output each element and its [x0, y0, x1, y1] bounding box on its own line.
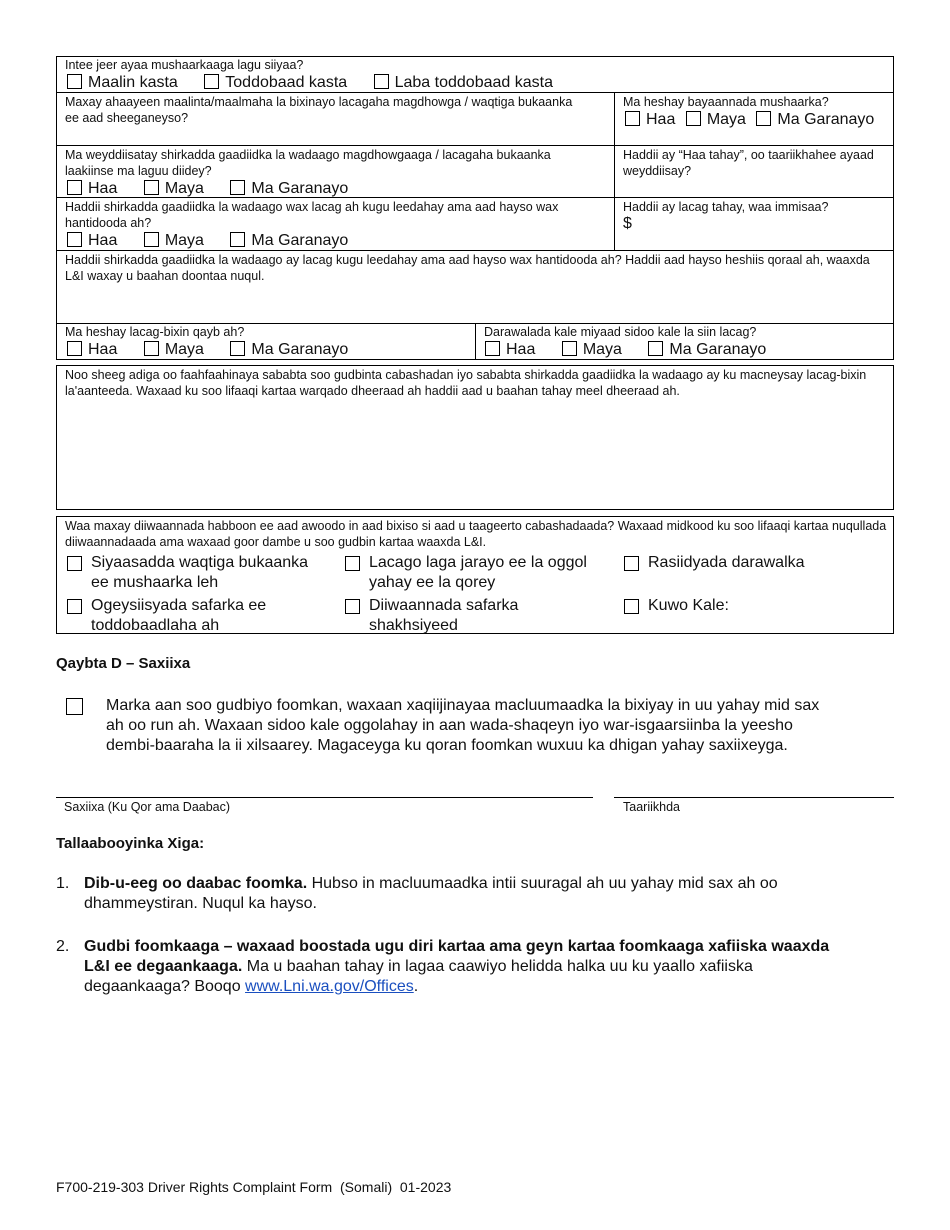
checkbox[interactable] [624, 556, 639, 571]
checkbox[interactable] [230, 180, 245, 195]
checkbox[interactable] [345, 599, 360, 614]
date-label: Taariikhda [623, 800, 680, 814]
option-no[interactable]: Maya [144, 232, 204, 249]
explain-owes-box[interactable] [56, 250, 894, 324]
checkbox[interactable] [230, 232, 245, 247]
company-owes-label: Haddii shirkadda gaadiidka la wadaago wax lacag ah kugu leedahay ama aad hayso wax hantidooda ah? [65, 200, 559, 230]
when-asked-box [614, 145, 894, 198]
how-much-box [614, 197, 894, 251]
checkbox[interactable] [345, 556, 360, 571]
step-1-number: 1. [56, 875, 70, 892]
step-2-text: Gudbi foomkaaga – waxaad boostada ugu diri kartaa ama geyn kartaa foomkaaga xafiiska waaxda L&I ee degaankaaga. Ma u baahan tahay in lagaa caawiyo helidda halka uu ku yaallo xafiiska degaankaaga? Booqo www.Lni.wa.gov/Offices. [84, 938, 830, 995]
when-asked-label: Haddii ay “Haa tahay”, oo taariikhahee ayaad weyddiisay? [623, 148, 874, 178]
documents-box [56, 516, 894, 634]
option-yes[interactable]: Haa [485, 341, 535, 358]
option-daily[interactable]: Maalin kasta [67, 74, 178, 91]
dollar-sign: $ [623, 215, 632, 232]
step-1-text: Dib-u-eeg oo daabac foomka. Hubso in macluumaadka intii suuragal ah uu yahay mid sax ah oo dhammeystiran. Nuqul ka hayso. [84, 875, 778, 912]
doc-sick-leave-policy[interactable]: Siyaasadda waqtiga bukaanka ee mushaarka leh [67, 553, 308, 593]
doc-other[interactable]: Kuwo Kale: [624, 596, 729, 616]
pay-stubs-label: Ma heshay bayaannada mushaarka? [623, 95, 829, 109]
describe-facts-label: Noo sheeg adiga oo faahfaahinaya sababta soo gudbinta cabashadan iyo sababta shirkadda gaadiidka la wadaago ay ku macneysay lacag-bixin la'aanteeda. Waxaad ku soo lifaaqi kartaa warqado dheeraad ah haddii aad u baahan tahay meel dheeraad ah. [65, 368, 867, 398]
pay-days-label: Maxay ahaayeen maalinta/maalmaha la bixinayo lacagaha magdhowga / waqtiga bukaanka ee aad sheeganeyso? [65, 95, 573, 125]
checkbox[interactable] [67, 341, 82, 356]
doc-weekly-trip-notices[interactable]: Ogeysiisyada safarka ee toddobaadlaha ah [67, 596, 266, 636]
pay-stubs-options [625, 110, 874, 130]
drivers-given-box [475, 323, 894, 360]
documents-label: Waa maxay diiwaannada habboon ee aad awoodo in aad bixiso si aad u taageerto cabashadaada? Waxaad midkood ku soo lifaaqi kartaa nuqullada diiwaannadaada ama waxaad goor dambe u soo gudbin kartaa waaxda L&I. [65, 519, 887, 549]
checkbox[interactable] [144, 232, 159, 247]
pay-frequency-label: Intee jeer ayaa mushaarkaaga lagu siiyaa? [65, 58, 304, 72]
checkbox[interactable] [67, 180, 82, 195]
option-yes[interactable]: Haa [67, 341, 117, 358]
checkbox[interactable] [67, 74, 82, 89]
pay-stubs-box [614, 92, 894, 146]
signature-line[interactable] [56, 797, 593, 798]
date-line[interactable] [614, 797, 894, 798]
checkbox[interactable] [624, 599, 639, 614]
checkbox[interactable] [374, 74, 389, 89]
option-yes[interactable]: Haa [67, 232, 117, 249]
doc-personal-trip-records[interactable]: Diiwaannada safarka shakhsiyeed [345, 596, 518, 636]
form-footer: F700-219-303 Driver Rights Complaint Form (Somali) 01-2023 [56, 1179, 452, 1195]
option-yes[interactable]: Haa [625, 111, 675, 128]
checkbox[interactable] [485, 341, 500, 356]
option-unknown[interactable]: Ma Garanayo [230, 341, 348, 358]
option-unknown[interactable]: Ma Garanayo [230, 180, 348, 197]
checkbox[interactable] [625, 111, 640, 126]
company-owes-box [56, 197, 615, 251]
drivers-given-options [485, 340, 766, 360]
checkbox[interactable] [756, 111, 771, 126]
checkbox[interactable] [67, 599, 82, 614]
doc-driver-receipts[interactable]: Rasiidyada darawalka [624, 553, 805, 573]
checkbox[interactable] [67, 232, 82, 247]
pay-frequency-box [56, 56, 894, 93]
option-no[interactable]: Maya [144, 341, 204, 358]
option-unknown[interactable]: Ma Garanayo [756, 111, 874, 128]
checkbox[interactable] [144, 180, 159, 195]
checkbox[interactable] [67, 556, 82, 571]
pay-days-box [56, 92, 615, 146]
notified-company-options [67, 179, 348, 199]
checkbox[interactable] [686, 111, 701, 126]
partial-pay-box [56, 323, 476, 360]
signature-label: Saxiixa (Ku Qor ama Daabac) [64, 800, 231, 814]
option-biweekly[interactable]: Laba toddobaad kasta [374, 74, 553, 91]
option-no[interactable]: Maya [686, 111, 746, 128]
checkbox[interactable] [144, 341, 159, 356]
option-no[interactable]: Maya [144, 180, 204, 197]
option-unknown[interactable]: Ma Garanayo [648, 341, 766, 358]
partial-pay-options [67, 340, 348, 360]
option-yes[interactable]: Haa [67, 180, 117, 197]
how-much-label: Haddii ay lacag tahay, waa immisaa? [623, 200, 829, 214]
certify-checkbox[interactable] [66, 698, 83, 715]
offices-link[interactable]: www.Lni.wa.gov/Offices [245, 978, 414, 995]
partial-pay-label: Ma heshay lacag-bixin qayb ah? [65, 325, 245, 339]
option-weekly[interactable]: Toddobaad kasta [204, 74, 347, 91]
option-no[interactable]: Maya [562, 341, 622, 358]
checkbox[interactable] [204, 74, 219, 89]
notified-company-box [56, 145, 615, 198]
checkbox[interactable] [230, 341, 245, 356]
checkbox[interactable] [648, 341, 663, 356]
next-steps-title: Tallaabooyinka Xiga: [56, 835, 205, 852]
checkbox[interactable] [562, 341, 577, 356]
describe-facts-box[interactable] [56, 365, 894, 510]
company-owes-options [67, 231, 348, 251]
drivers-given-label: Darawalada kale miyaad sidoo kale la siin lacag? [484, 325, 757, 339]
step-2-number: 2. [56, 938, 70, 955]
pay-frequency-options [67, 73, 553, 93]
certify-text: Marka aan soo gudbiyo foomkan, waxaan xaqiijinayaa macluumaadka la bixiyay in uu yahay mid sax ah oo run ah. Waxaan sidoo kale oggolahay in aan wada-shaqeyn iyo war-isgaarsiinba la yeesho dembi-baaraha la ii xilsaarey. Magaceyga ku qoran foomkan wuxuu ka dhigan yahay saxiixeyga. [106, 697, 820, 754]
explain-owes-label: Haddii shirkadda gaadiidka la wadaago ay lacag kugu leedahay ama aad hayso wax hantidooda ah? Haddii aad hayso heshiis qoraal ah, waaxda L&I waxay u baahan doontaa nuqul. [65, 253, 870, 283]
section-d-title: Qaybta D – Saxiixa [56, 655, 191, 672]
notified-company-label: Ma weyddiisatay shirkadda gaadiidka la wadaago magdhowgaaga / lacagaha bukaanka laakiinse ma laguu diidey? [65, 148, 551, 178]
option-unknown[interactable]: Ma Garanayo [230, 232, 348, 249]
doc-authorized-deductions[interactable]: Lacago laga jarayo ee la oggol yahay ee la qorey [345, 553, 587, 593]
